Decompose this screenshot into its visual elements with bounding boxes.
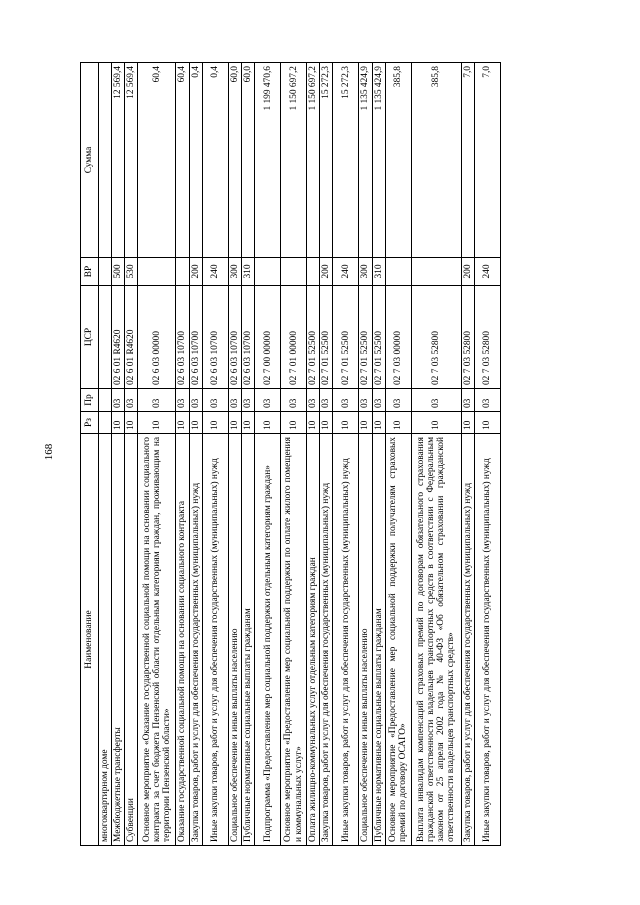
cell-vr: 300 [359, 258, 372, 286]
cell-rz: 10 [125, 412, 138, 434]
cell-csr: 02 7 01 52500 [333, 286, 359, 389]
cell-sum: 60,0 [241, 63, 254, 258]
cell-sum: 1 199 470,6 [255, 63, 281, 258]
cell-sum: 1 150 697,2 [281, 63, 307, 258]
cell-csr: 02 7 01 52500 [359, 286, 372, 389]
cell-pr: 03 [228, 389, 241, 412]
cell-vr: 240 [333, 258, 359, 286]
cell-sum: 15 272,3 [320, 63, 333, 258]
cell-name: Закупка товаров, работ и услуг для обеспечения государственных (муниципальных) нужд [189, 434, 202, 846]
cell-pr: 03 [474, 389, 500, 412]
header-sum: Сумма [81, 63, 99, 258]
cell-csr: 02 6 01 R4620 [112, 286, 125, 389]
cell-name: Закупка товаров, работ и услуг для обеспечения государственных (муниципальных) нужд [461, 434, 474, 846]
cell-pr: 03 [461, 389, 474, 412]
cell-rz: 10 [189, 412, 202, 434]
cell-name: Выплата инвалидам компенсаций страховых премий по договорам обязательного страхования гражданской ответственности владельцев транспортных средств в соответствии с Федеральным законом от 25 апреля 2002 года № 40-ФЗ «Об обязательном страховании гражданской ответственности владельцев транспортных средств» [411, 434, 461, 846]
cell-vr [281, 258, 307, 286]
header-vr: ВР [81, 258, 99, 286]
cell-rz: 10 [372, 412, 385, 434]
cell-name: многоквартирном доме [99, 434, 112, 846]
cell-csr: 02 6 03 10700 [241, 286, 254, 389]
cell-name: Основное мероприятие «Предоставление мер социальной поддержки по оплате жилого помещения и коммунальных услуг» [281, 434, 307, 846]
table-row [138, 63, 176, 846]
cell-sum: 385,8 [385, 63, 411, 258]
cell-vr: 200 [320, 258, 333, 286]
cell-csr [99, 286, 112, 389]
table-row [202, 63, 228, 846]
cell-sum: 1 135 424,9 [359, 63, 372, 258]
cell-csr: 02 7 01 52500 [307, 286, 320, 389]
cell-csr: 02 6 03 10700 [189, 286, 202, 389]
cell-csr: 02 6 03 00000 [138, 286, 176, 389]
header-pr: Пр [81, 389, 99, 412]
table-row [228, 63, 241, 846]
cell-csr: 02 7 00 00000 [255, 286, 281, 389]
cell-rz: 10 [255, 412, 281, 434]
cell-vr: 310 [241, 258, 254, 286]
cell-vr [255, 258, 281, 286]
cell-vr: 310 [372, 258, 385, 286]
cell-name: Иные закупки товаров, работ и услуг для обеспечения государственных (муниципальных) нужд [202, 434, 228, 846]
table-row [372, 63, 385, 846]
cell-csr: 02 7 03 52800 [411, 286, 461, 389]
cell-pr: 03 [125, 389, 138, 412]
rotated-page-content [80, 63, 625, 846]
cell-pr [99, 389, 112, 412]
table-row [359, 63, 372, 846]
cell-csr: 02 6 01 R4620 [125, 286, 138, 389]
cell-rz: 10 [333, 412, 359, 434]
table-row [281, 63, 307, 846]
cell-rz [99, 412, 112, 434]
cell-sum: 0,4 [189, 63, 202, 258]
cell-pr: 03 [281, 389, 307, 412]
cell-csr: 02 7 01 00000 [281, 286, 307, 389]
cell-pr: 03 [411, 389, 461, 412]
cell-pr: 03 [359, 389, 372, 412]
cell-rz: 10 [202, 412, 228, 434]
cell-name: Социальное обеспечение и иные выплаты населению [359, 434, 372, 846]
cell-name: Подпрограмма «Предоставление мер социальной поддержки отдельным категориям граждан» [255, 434, 281, 846]
header-csr: ЦСР [81, 286, 99, 389]
cell-vr: 240 [202, 258, 228, 286]
table-row [112, 63, 125, 846]
cell-sum: 385,8 [411, 63, 461, 258]
cell-csr: 02 6 03 10700 [176, 286, 189, 389]
table-row [189, 63, 202, 846]
cell-rz: 10 [411, 412, 461, 434]
cell-rz: 10 [461, 412, 474, 434]
cell-rz: 10 [112, 412, 125, 434]
cell-pr: 03 [320, 389, 333, 412]
cell-rz: 10 [320, 412, 333, 434]
cell-sum [99, 63, 112, 258]
cell-name: Закупка товаров, работ и услуг для обеспечения государственных (муниципальных) нужд [320, 434, 333, 846]
cell-vr: 200 [189, 258, 202, 286]
cell-rz: 10 [241, 412, 254, 434]
cell-pr: 03 [112, 389, 125, 412]
cell-vr [176, 258, 189, 286]
cell-sum: 7,0 [474, 63, 500, 258]
cell-sum: 60,4 [176, 63, 189, 258]
cell-name: Субвенции [125, 434, 138, 846]
table-row [385, 63, 411, 846]
cell-sum: 15 272,3 [333, 63, 359, 258]
cell-pr: 03 [241, 389, 254, 412]
header-rz: Рз [81, 412, 99, 434]
cell-vr [307, 258, 320, 286]
cell-rz: 10 [385, 412, 411, 434]
table-row [474, 63, 500, 846]
cell-sum: 0,4 [202, 63, 228, 258]
cell-vr [138, 258, 176, 286]
table-row [411, 63, 461, 846]
budget-table [80, 62, 501, 846]
cell-name: Социальное обеспечение и иные выплаты населению [228, 434, 241, 846]
table-row [176, 63, 189, 846]
cell-pr: 03 [176, 389, 189, 412]
cell-vr [411, 258, 461, 286]
cell-rz: 10 [228, 412, 241, 434]
cell-sum: 60,4 [138, 63, 176, 258]
cell-vr: 300 [228, 258, 241, 286]
cell-rz: 10 [138, 412, 176, 434]
cell-rz: 10 [474, 412, 500, 434]
cell-name: Межбюджетные трансферты [112, 434, 125, 846]
cell-pr: 03 [372, 389, 385, 412]
table-row [333, 63, 359, 846]
cell-vr: 240 [474, 258, 500, 286]
cell-csr: 02 6 03 10700 [228, 286, 241, 389]
cell-name: Основное мероприятие «Оказание государственной социальной помощи на основании социального контракта за счет бюджета Пензенской области отдельным категориям граждан, проживающим на территории Пензенской области» [138, 434, 176, 846]
cell-name: Публичные нормативные социальные выплаты гражданам [241, 434, 254, 846]
cell-pr: 03 [189, 389, 202, 412]
cell-sum: 12 569,4 [125, 63, 138, 258]
cell-name: Оказание государственной социальной помощи на основании социального контракта [176, 434, 189, 846]
cell-pr: 03 [307, 389, 320, 412]
header-name: Наименование [81, 434, 99, 846]
table-row [307, 63, 320, 846]
cell-vr [385, 258, 411, 286]
cell-rz: 10 [359, 412, 372, 434]
cell-pr: 03 [255, 389, 281, 412]
cell-csr: 02 6 03 10700 [202, 286, 228, 389]
cell-pr: 03 [385, 389, 411, 412]
cell-vr: 500 [112, 258, 125, 286]
cell-name: Публичные нормативные социальные выплаты гражданам [372, 434, 385, 846]
table-row [125, 63, 138, 846]
cell-name: Оплата жилищно-коммунальных услуг отдельным категориям граждан [307, 434, 320, 846]
cell-sum: 60,0 [228, 63, 241, 258]
cell-vr [99, 258, 112, 286]
table-row [320, 63, 333, 846]
table-row [461, 63, 474, 846]
cell-sum: 1 150 697,2 [307, 63, 320, 258]
table-header-row [81, 63, 99, 846]
cell-csr: 02 7 01 52500 [320, 286, 333, 389]
cell-rz: 10 [176, 412, 189, 434]
page-number: 168 [43, 443, 55, 461]
cell-csr: 02 7 03 00000 [385, 286, 411, 389]
cell-pr: 03 [202, 389, 228, 412]
table-row [99, 63, 112, 846]
cell-sum: 7,0 [461, 63, 474, 258]
table-row [241, 63, 254, 846]
cell-name: Основное мероприятие «Предоставление мер социальной поддержки получателям страховых премий по договору ОСАГО» [385, 434, 411, 846]
cell-rz: 10 [307, 412, 320, 434]
cell-vr: 530 [125, 258, 138, 286]
cell-sum: 12 569,4 [112, 63, 125, 258]
cell-pr: 03 [138, 389, 176, 412]
cell-csr: 02 7 01 52500 [372, 286, 385, 389]
cell-rz: 10 [281, 412, 307, 434]
cell-sum: 1 135 424,9 [372, 63, 385, 258]
cell-name: Иные закупки товаров, работ и услуг для обеспечения государственных (муниципальных) нужд [333, 434, 359, 846]
cell-vr: 200 [461, 258, 474, 286]
cell-pr: 03 [333, 389, 359, 412]
cell-csr: 02 7 03 52800 [474, 286, 500, 389]
cell-csr: 02 7 03 52800 [461, 286, 474, 389]
table-row [255, 63, 281, 846]
cell-name: Иные закупки товаров, работ и услуг для обеспечения государственных (муниципальных) нужд [474, 434, 500, 846]
